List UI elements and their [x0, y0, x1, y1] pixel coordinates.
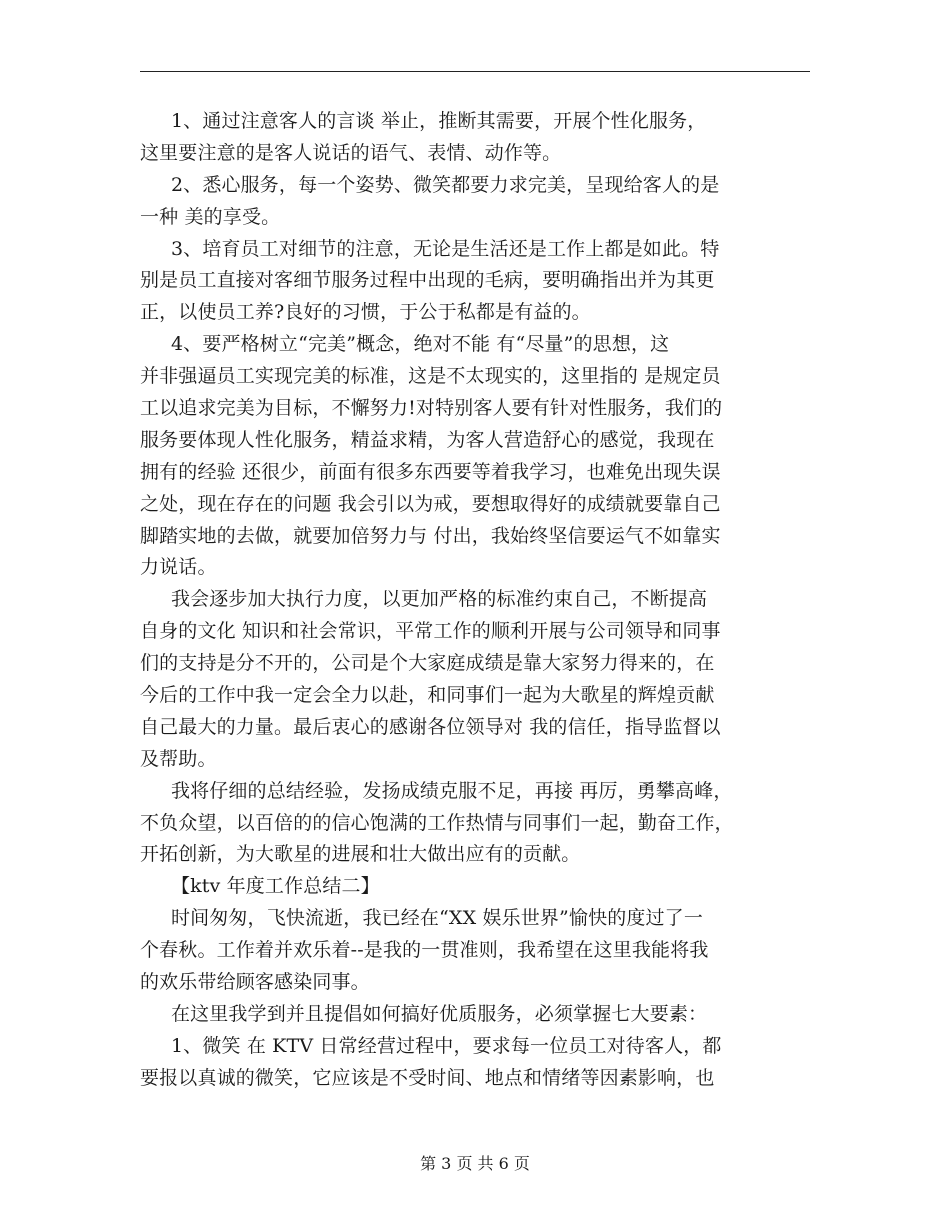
text-line: 2、悉心服务，每一个姿势、微笑都要力求完美，呈现给客人的是 [140, 173, 720, 196]
text-line: 我会逐步加大执行力度，以更加严格的标准约束自己，不断提高 [140, 588, 708, 611]
page-number-footer: 第 3 页 共 6 页 [420, 1154, 530, 1173]
text-line: 正，以使员工养?良好的习惯，于公于私都是有益的。 [140, 301, 591, 324]
text-line: 自身的文化 知识和社会常识，平常工作的顺利开展与公司领导和同事 [140, 620, 721, 643]
text-line: 自己最大的力量。最后衷心的感谢各位领导对 我的信任，指导监督以 [140, 715, 721, 738]
text-line: 个春秋。工作着并欢乐着--是我的一贯准则，我希望在这里我能将我 [140, 939, 709, 962]
text-line: 别是员工直接对客细节服务过程中出现的毛病，要明确指出并为其更 [140, 269, 715, 292]
text-line: 并非强逼员工实现完美的标准，这是不太现实的，这里指的 是规定员 [140, 365, 721, 388]
text-line: 在这里我学到并且提倡如何搞好优质服务，必须掌握七大要素： [140, 1002, 708, 1025]
text-line: 的欢乐带给顾客感染同事。 [140, 971, 370, 994]
header-rule [140, 71, 810, 72]
text-line: 今后的工作中我一定会全力以赴，和同事们一起为大歌星的辉煌贡献 [140, 684, 715, 707]
text-line: 不负众望，以百倍的的信心饱满的工作热情与同事们一起，勤奋工作， [140, 811, 734, 834]
text-line: 们的支持是分不开的，公司是个大家庭成绩是靠大家努力得来的，在 [140, 652, 715, 675]
text-line: 之处，现在存在的问题 我会引以为戒，要想取得好的成绩就要靠自己 [140, 492, 721, 515]
text-line: 3、培育员工对细节的注意，无论是生活还是工作上都是如此。特 [140, 237, 720, 260]
text-line: 及帮助。 [140, 747, 217, 770]
text-line: 工以追求完美为目标，不懈努力!对特别客人要有针对性服务，我们的 [140, 397, 723, 420]
text-line: 一种 美的享受。 [140, 205, 281, 228]
section-heading: 【ktv 年度工作总结二】 [140, 875, 380, 898]
text-line: 要报以真诚的微笑，它应该是不受时间、地点和情绪等因素影响，也 [140, 1066, 715, 1089]
text-line: 力说话。 [140, 556, 217, 579]
body-text [140, 106, 810, 1095]
text-line: 1、通过注意客人的言谈 举止，推断其需要，开展个性化服务， [140, 110, 707, 132]
text-line: 时间匆匆，飞快流逝，我已经在“XX 娱乐世界”愉快的度过了一 [140, 907, 703, 930]
text-line: 4、要严格树立“完美”概念，绝对不能 有“尽量”的思想，这 [140, 333, 670, 356]
text-line: 1、微笑 在 KTV 日常经营过程中，要求每一位员工对待客人，都 [140, 1034, 722, 1057]
text-line: 开拓创新，为大歌星的进展和壮大做出应有的贡献。 [140, 843, 581, 866]
text-line: 我将仔细的总结经验，发扬成绩克服不足，再接 再厉，勇攀高峰， [140, 779, 733, 802]
text-line: 拥有的经验 还很少，前面有很多东西要等着我学习，也难免出现失误 [140, 460, 721, 483]
text-line: 脚踏实地的去做，就要加倍努力与 付出，我始终坚信要运气不如靠实 [140, 524, 721, 547]
text-line: 这里要注意的是客人说话的语气、表情、动作等。 [140, 141, 562, 164]
text-line: 服务要体现人性化服务，精益求精，为客人营造舒心的感觉，我现在 [140, 428, 715, 451]
